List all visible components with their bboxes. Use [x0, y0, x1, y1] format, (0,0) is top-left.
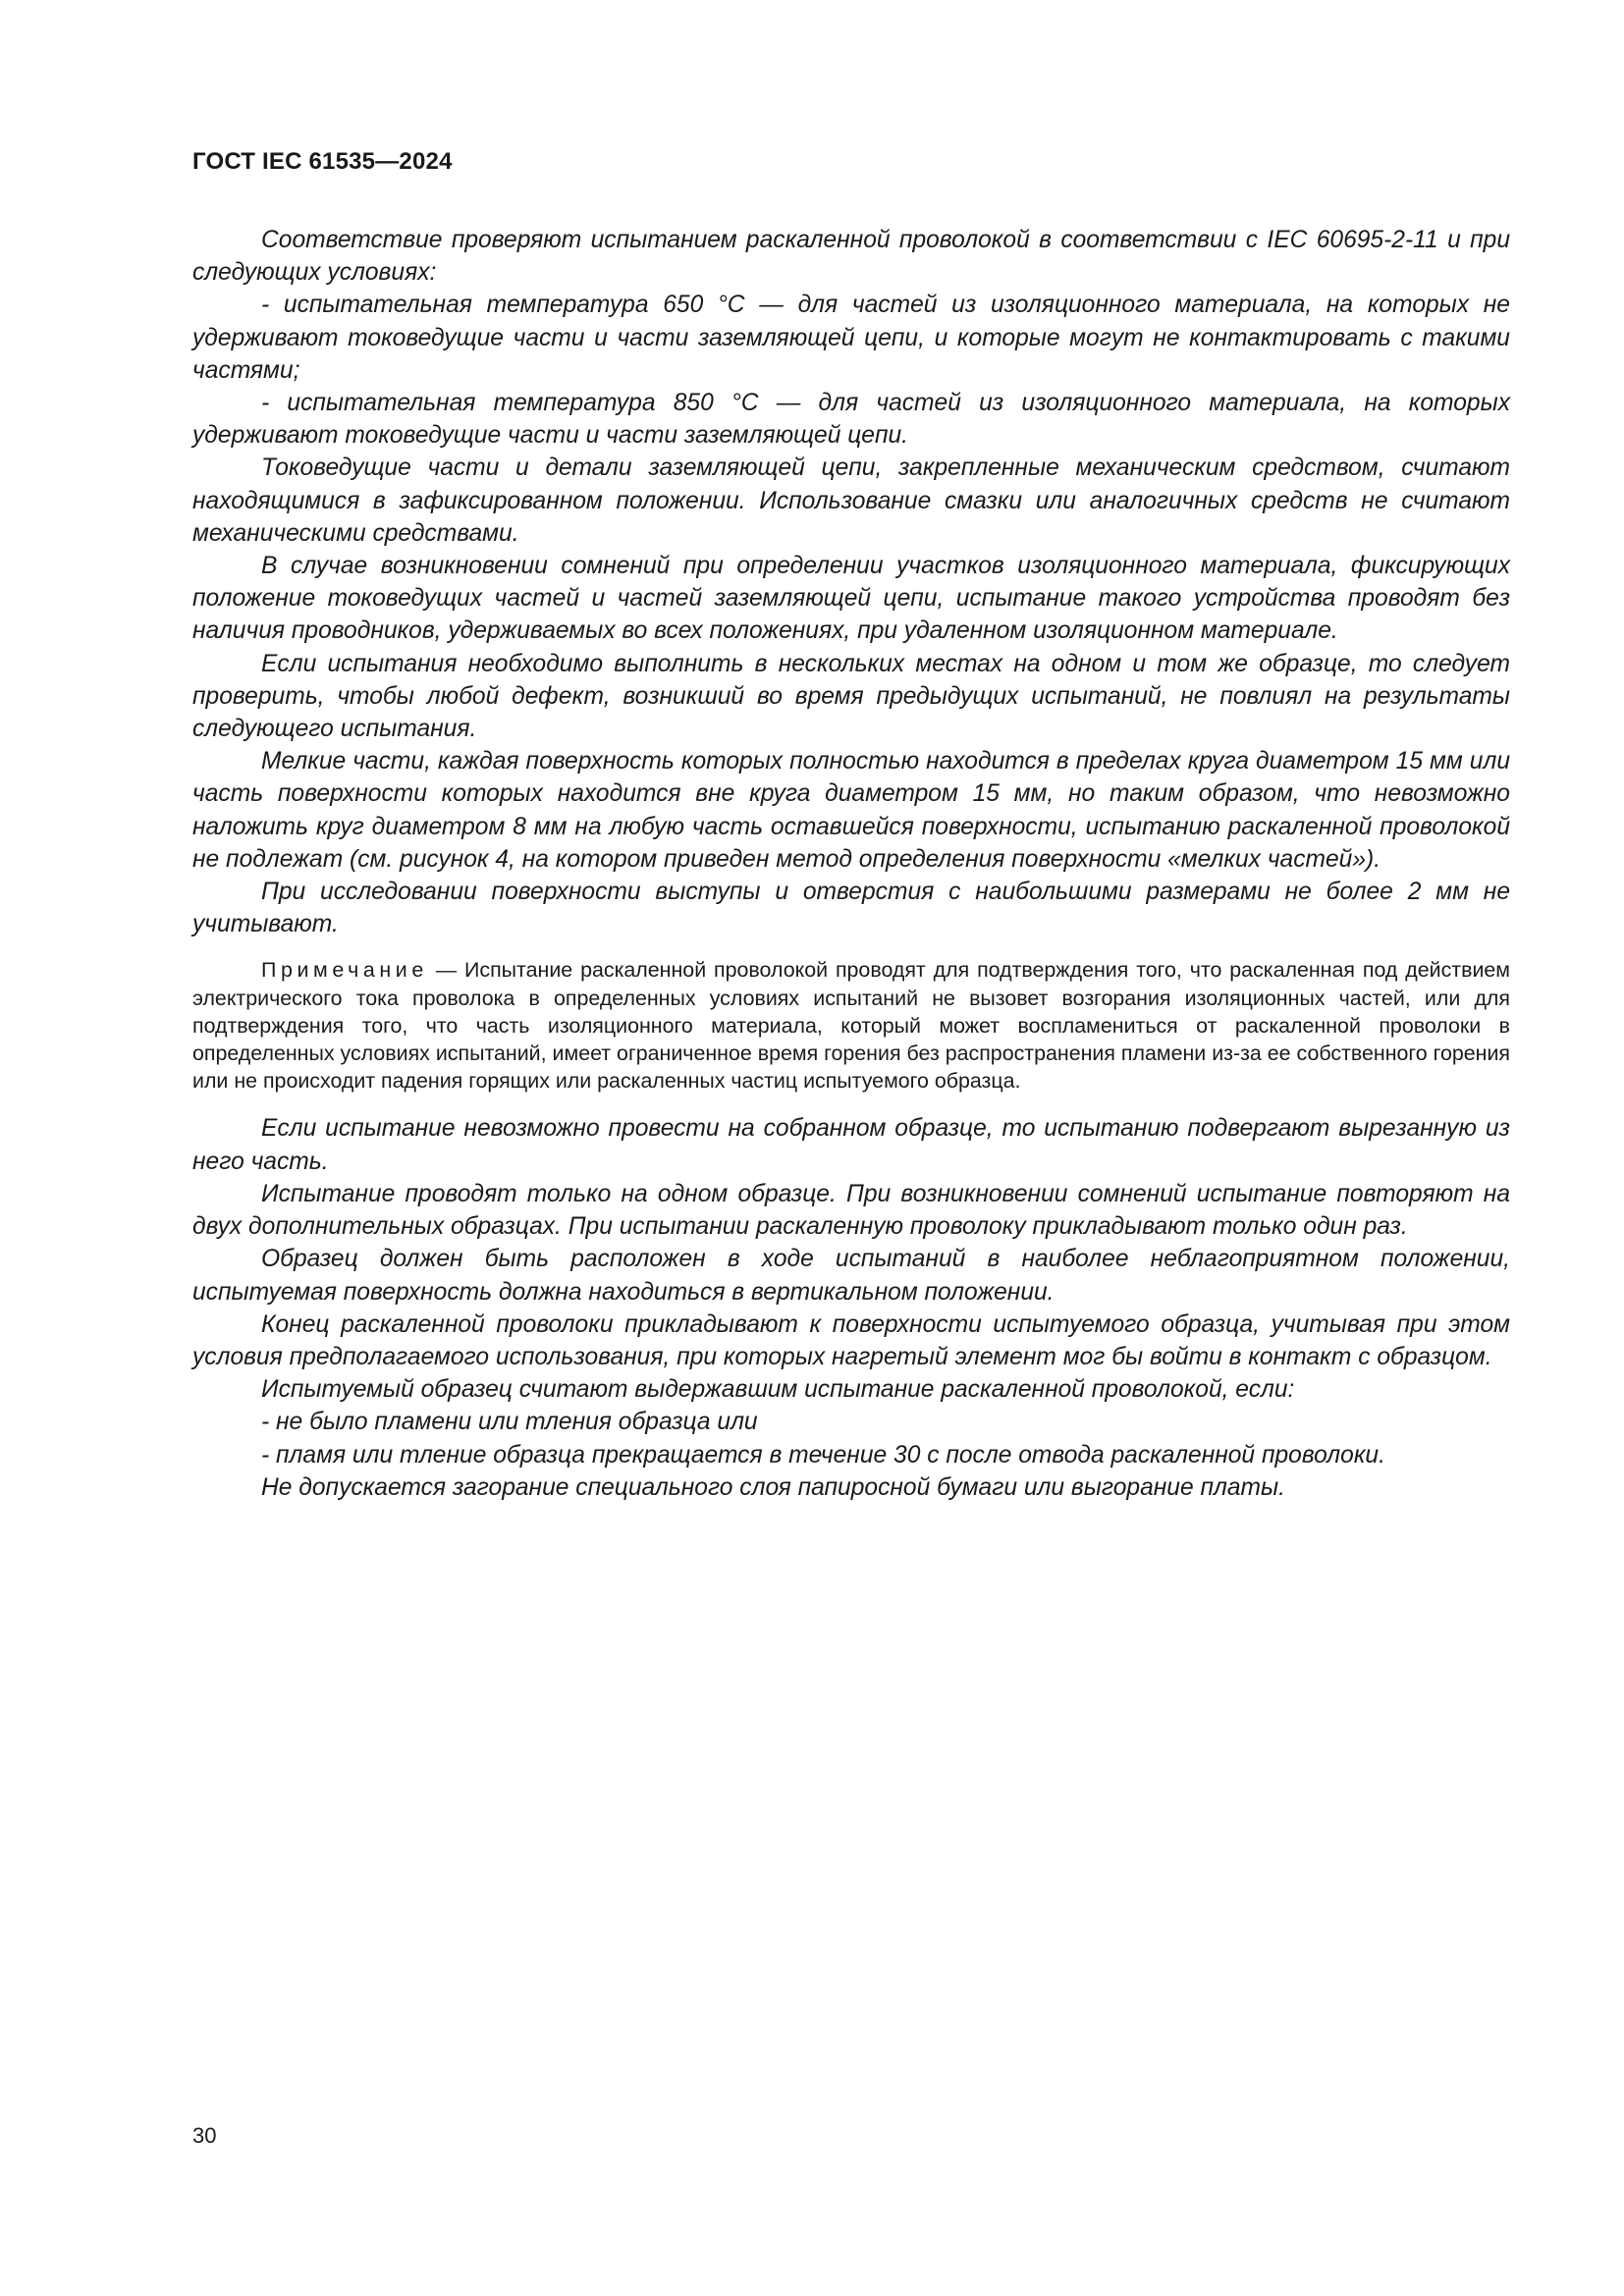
note-block	[192, 956, 1510, 1095]
page-number: 30	[192, 2123, 217, 2148]
paragraph: В случае возникновении сомнений при определении участков изоляционного материала, фиксирующих положение токоведущих частей и частей заземляющей цепи, испытание такого устройства проводят без наличия проводников, удерживаемых во всех положениях, при удаленном изоляционном материале.	[192, 553, 1510, 645]
paragraph: Испытуемый образец считают выдержавшим испытание раскаленной проволокой, если:	[261, 1376, 1295, 1404]
paragraph: - испытательная температура 650 °C — для частей из изоляционного материала, на которых не удерживают токоведущие части и части заземляющей цепи, и которые могут не контактировать с такими частями;	[192, 292, 1510, 384]
paragraph: Если испытание невозможно провести на собранном образце, то испытанию подвергают вырезанную из него часть.	[192, 1115, 1510, 1175]
standard-header: ГОСТ IEC 61535—2024	[192, 148, 453, 175]
paragraph: Соответствие проверяют испытанием раскаленной проволокой в соответствии с IEC 60695-2-11 и при следующих условиях:	[192, 227, 1510, 287]
note-text: Испытание раскаленной проволокой проводят для подтверждения того, что раскаленная под действием электрического тока проволока в определенных условиях испытаний не вызовет возгорания изоляционных частей, или для подтверждения того, что часть изоляционного материала, который может воспламениться от раскаленной проволоки в определенных условиях испытаний, имеет ограниченное время горения без распространения пламени из-за ее собственного горения или не происходит падения горящих или раскаленных частиц испытуемого образца.	[192, 958, 1510, 1094]
paragraph: Если испытания необходимо выполнить в нескольких местах на одном и том же образце, то следует проверить, чтобы любой дефект, возникший во время предыдущих испытаний, не повлиял на результаты следующего испытания.	[192, 650, 1510, 743]
paragraph: Мелкие части, каждая поверхность которых полностью находится в пределах круга диаметром 15 мм или часть поверхности которых находится вне круга диаметром 15 мм, но таким образом, что невозможно наложить круг диаметром 8 мм на любую часть оставшейся поверхности, испытанию раскаленной проволокой не подлежат (см. рисунок 4, на котором приведен метод определения поверхности «мелких частей»).	[192, 748, 1510, 873]
paragraph: - пламя или тление образца прекращается в течение 30 с после отвода раскаленной проволоки.	[261, 1441, 1385, 1468]
paragraph: - не было пламени или тления образца или	[261, 1409, 758, 1436]
note-label: Примечание	[261, 958, 428, 983]
paragraph: Не допускается загорание специального слоя папиросной бумаги или выгорание платы.	[261, 1473, 1285, 1501]
paragraph: - испытательная температура 850 °C — для частей из изоляционного материала, на которых удерживают токоведущие части и части заземляющей цепи.	[192, 390, 1510, 450]
paragraph: Конец раскаленной проволоки прикладывают к поверхности испытуемого образца, учитывая при этом условия предполагаемого использования, при которых нагретый элемент мог бы войти в контакт с образцом.	[192, 1310, 1510, 1370]
paragraph: Токоведущие части и детали заземляющей цепи, закрепленные механическим средством, считают находящимися в зафиксированном положении. Использование смазки или аналогичных средств не считают механическими средствами.	[192, 454, 1510, 547]
document-body	[192, 224, 1510, 1504]
paragraph: Испытание проводят только на одном образце. При возникновении сомнений испытание повторяют на двух дополнительных образцах. При испытании раскаленную проволоку прикладывают только один раз.	[192, 1180, 1510, 1241]
note-dash: —	[427, 958, 465, 983]
paragraph: При исследовании поверхности выступы и отверстия с наибольшими размерами не более 2 мм не учитывают.	[192, 879, 1510, 938]
paragraph: Образец должен быть расположен в ходе испытаний в наиболее неблагоприятном положении, испытуемая поверхность должна находиться в вертикальном положении.	[192, 1246, 1510, 1306]
